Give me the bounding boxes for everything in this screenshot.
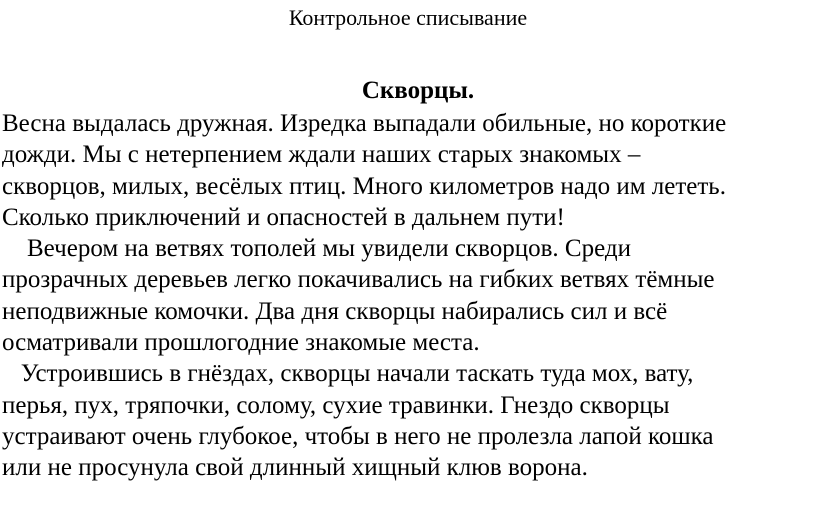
- document-body: [2, 108, 814, 484]
- text-line: Весна выдалась дружная. Изредка выпадали обильные, но короткие: [2, 110, 727, 137]
- document-title: Скворцы.: [361, 77, 475, 104]
- text-line: скворцов, милых, весёлых птиц. Много километров надо им лететь.: [2, 172, 726, 200]
- text-line: или не просунула свой длинный хищный клюв ворона.: [2, 454, 588, 482]
- text-line: Сколько приключений и опасностей в дальнем пути!: [2, 203, 565, 231]
- text-line: устраивают очень глубокое, чтобы в него не пролезла лапой кошка: [2, 422, 714, 450]
- text-line: дожди. Мы с нетерпением ждали наших старых знакомых –: [2, 141, 641, 169]
- text-line: перья, пух, тряпочки, солому, сухие травинки. Гнездо скворцы: [2, 391, 670, 419]
- text-line: осматривали прошлогодние знакомые места.: [2, 329, 480, 357]
- text-line: Вечером на ветвях тополей мы увидели скворцов. Среди: [2, 235, 631, 263]
- text-line: неподвижные комочки. Два дня скворцы набирались сил и всё: [2, 297, 668, 325]
- text-line: Устроившись в гнёздах, скворцы начали таскать туда мох, вату,: [2, 360, 694, 388]
- document-header: Контрольное списывание: [288, 5, 528, 30]
- text-line: прозрачных деревьев легко покачивались на гибких ветвях тёмные: [2, 266, 715, 294]
